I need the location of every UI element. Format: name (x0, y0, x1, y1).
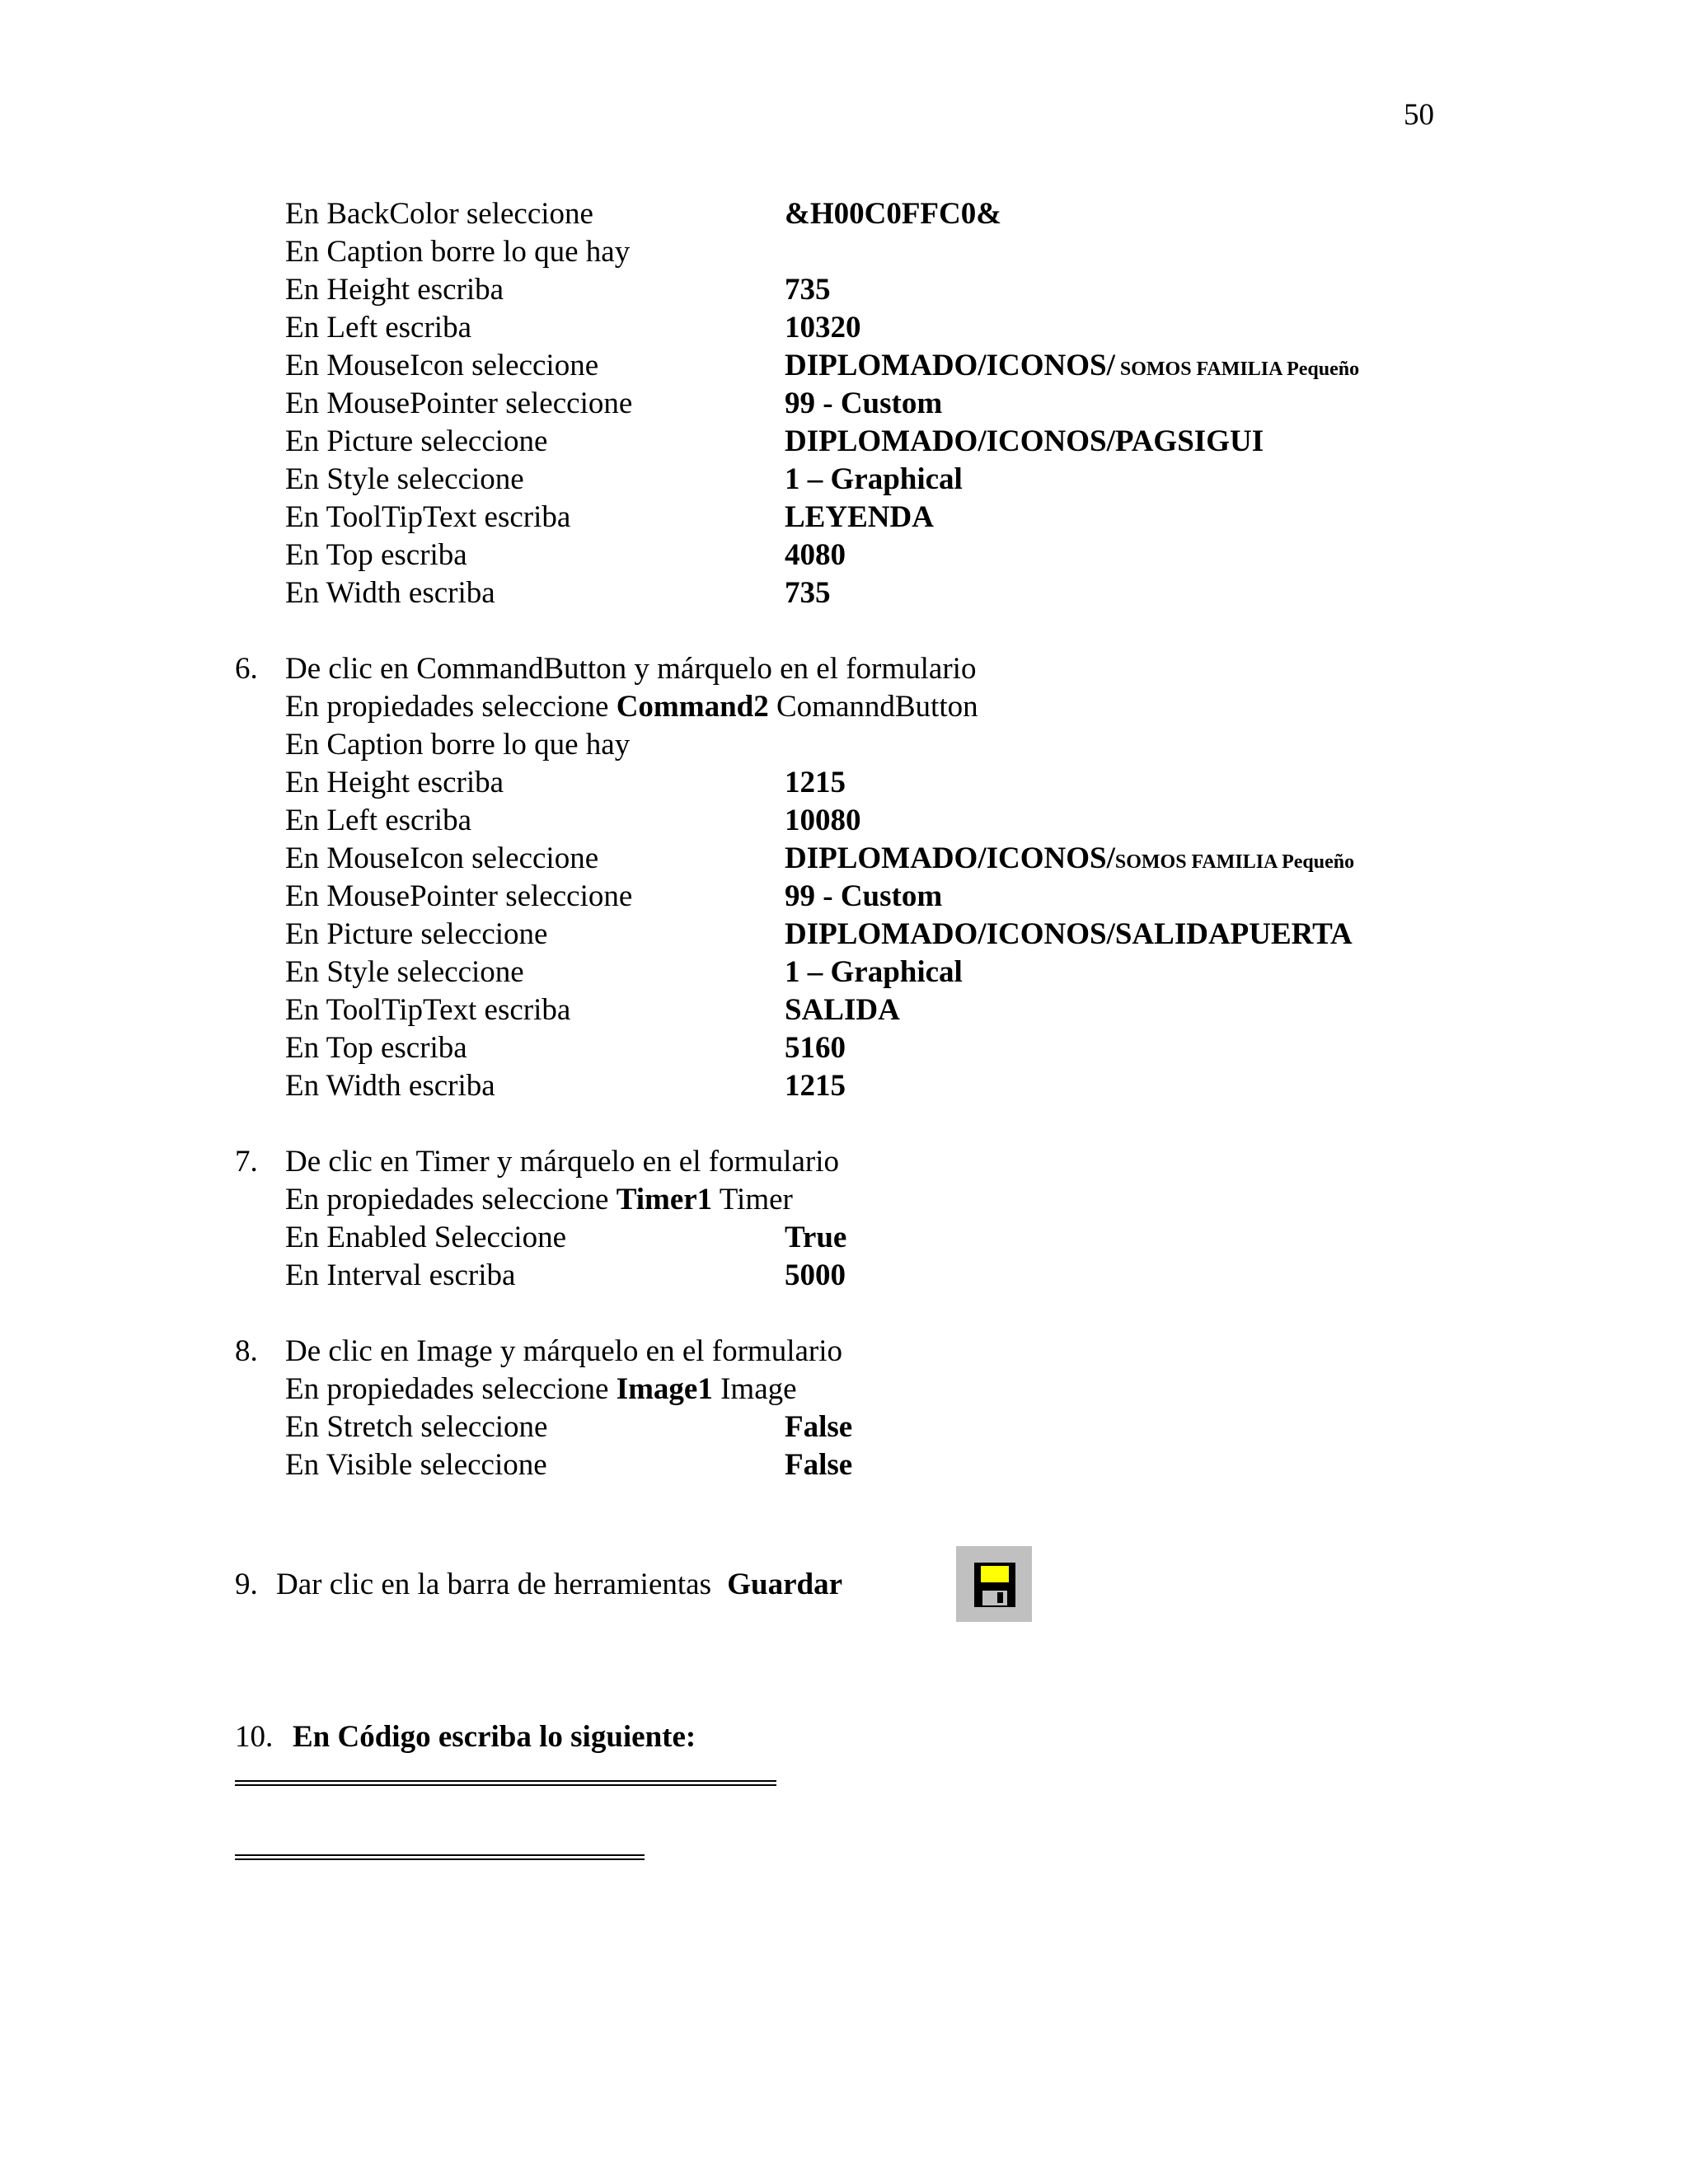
property-label: En ToolTipText escriba (285, 993, 571, 1027)
step-9 (235, 1566, 842, 1604)
property-label: En Width escriba (285, 576, 495, 610)
property-value: 735 (785, 273, 831, 307)
save-icon[interactable] (956, 1546, 1032, 1622)
property-value-main: DIPLOMADO/ICONOS/ (785, 349, 1115, 382)
select-line (285, 688, 978, 726)
property-value (785, 840, 1354, 881)
property-label: En Caption borre lo que hay (285, 235, 631, 269)
property-value-small: SOMOS FAMILIA Pequeño (1114, 359, 1360, 380)
step-text: De clic en CommandButton y márquelo en el formulario (285, 652, 977, 686)
property-value: False (785, 1448, 853, 1482)
property-value: 1215 (785, 766, 846, 799)
property-label: En Stretch seleccione (285, 1410, 548, 1444)
step-number: 6. (235, 652, 258, 686)
property-label: En Style seleccione (285, 955, 524, 989)
step-text: De clic en Image y márquelo en el formulario (285, 1334, 842, 1368)
step-8 (235, 1333, 842, 1371)
property-label: En Width escriba (285, 1069, 495, 1103)
property-value: 1 – Graphical (785, 462, 963, 496)
step-number: 10. (235, 1720, 274, 1754)
property-value-small: SOMOS FAMILIA Pequeño (1114, 851, 1355, 873)
property-label: En ToolTipText escriba (285, 500, 571, 534)
property-label: En Left escriba (285, 804, 471, 837)
property-label: En Height escriba (285, 766, 504, 799)
property-label: En Picture seleccione (285, 424, 548, 458)
step-number: 9. (235, 1568, 258, 1601)
property-value: 99 - Custom (785, 387, 943, 420)
property-value: 99 - Custom (785, 879, 943, 913)
step-number: 8. (235, 1334, 258, 1368)
property-label: En Enabled Seleccione (285, 1221, 567, 1254)
property-label: En Height escriba (285, 273, 504, 307)
property-label: En Style seleccione (285, 462, 524, 496)
property-value: DIPLOMADO/ICONOS/SALIDAPUERTA (785, 917, 1353, 951)
step-number: 7. (235, 1145, 258, 1179)
step-text: Dar clic en la barra de herramientas (276, 1568, 720, 1601)
property-label: En MouseIcon seleccione (285, 349, 599, 382)
property-label: En Left escriba (285, 311, 471, 344)
select-prefix: En propiedades seleccione (285, 1372, 617, 1406)
property-value: LEYENDA (785, 500, 934, 534)
step-text: De clic en Timer y márquelo en el formulario (285, 1145, 839, 1179)
select-prefix: En propiedades seleccione (285, 690, 617, 724)
property-value: 735 (785, 576, 831, 610)
select-suffix: ComanndButton (768, 690, 978, 724)
property-value: True (785, 1221, 847, 1254)
step-10 (235, 1718, 696, 1756)
divider (235, 1780, 776, 1786)
property-label: En Interval escriba (285, 1258, 516, 1292)
property-value-main: DIPLOMADO/ICONOS/ (785, 841, 1115, 875)
select-line (285, 1371, 797, 1408)
property-value: SALIDA (785, 993, 900, 1027)
step-bold: En Código escriba lo siguiente: (293, 1720, 696, 1754)
divider (235, 1854, 645, 1860)
property-value: &H00C0FFC0& (785, 197, 1002, 231)
property-label: En MousePointer seleccione (285, 387, 633, 420)
property-value: 5160 (785, 1031, 846, 1065)
property-value: 1215 (785, 1069, 846, 1103)
step-7 (235, 1143, 839, 1181)
select-line (285, 1181, 793, 1219)
property-label: En Top escriba (285, 538, 467, 572)
save-icon-graphic (956, 1546, 1032, 1622)
step-bold: Guardar (727, 1568, 843, 1601)
property-label: En Picture seleccione (285, 917, 548, 951)
page-number: 50 (1404, 98, 1434, 132)
property-value: 1 – Graphical (785, 955, 963, 989)
property-value: 10320 (785, 311, 861, 344)
property-value: 4080 (785, 538, 846, 572)
property-label: En BackColor seleccione (285, 197, 593, 231)
step-6 (235, 650, 976, 688)
property-value: 10080 (785, 804, 861, 837)
select-suffix: Image (712, 1372, 797, 1406)
property-value: 5000 (785, 1258, 846, 1292)
property-value: DIPLOMADO/ICONOS/PAGSIGUI (785, 424, 1264, 458)
property-label: En Visible seleccione (285, 1448, 547, 1482)
select-prefix: En propiedades seleccione (285, 1183, 617, 1216)
property-label: En MouseIcon seleccione (285, 841, 599, 875)
select-object: Command2 (616, 690, 769, 724)
property-label: En MousePointer seleccione (285, 879, 633, 913)
property-label: En Caption borre lo que hay (285, 728, 631, 762)
select-suffix: Timer (712, 1183, 793, 1216)
select-object: Image1 (616, 1372, 713, 1406)
property-value (785, 347, 1359, 388)
select-object: Timer1 (616, 1183, 713, 1216)
property-value: False (785, 1410, 853, 1444)
property-label: En Top escriba (285, 1031, 467, 1065)
